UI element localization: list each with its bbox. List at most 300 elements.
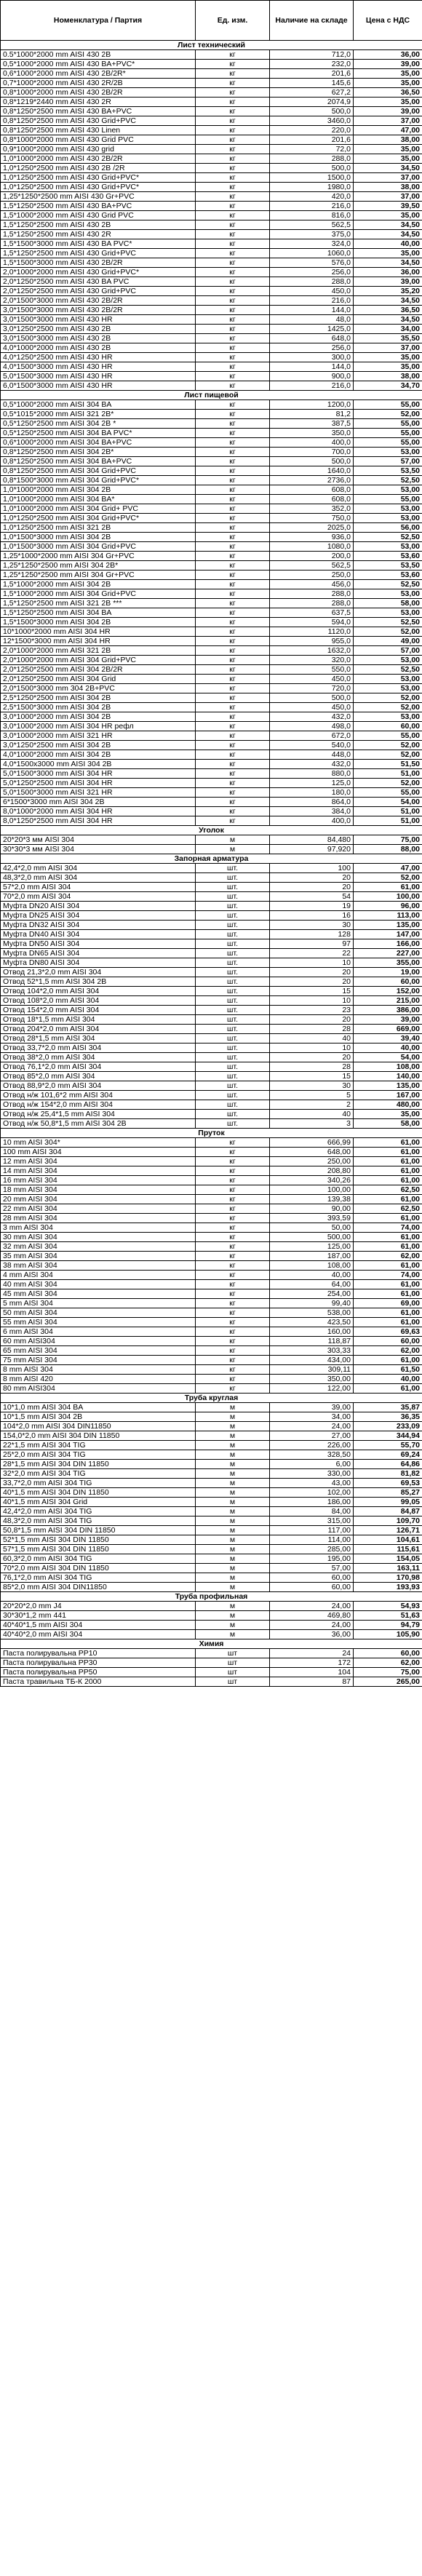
item-price: 61,00 <box>354 1176 422 1185</box>
item-unit: шт. <box>196 864 270 873</box>
item-name: 2,0*1250*2500 mm AISI 304 2B/2R <box>1 665 196 675</box>
item-unit: шт. <box>196 930 270 939</box>
item-unit: м <box>196 1554 270 1564</box>
item-price: 163,11 <box>354 1564 422 1573</box>
item-stock: 500,0 <box>270 107 354 116</box>
item-stock: 320,0 <box>270 656 354 665</box>
item-unit: шт. <box>196 873 270 883</box>
item-price: 35,00 <box>354 145 422 154</box>
item-name: Отвод 85*2,0 mm AISI 304 <box>1 1072 196 1081</box>
item-name: 5,0*1500*3000 mm AISI 321 HR <box>1 788 196 798</box>
item-name: Муфта DN32 AISI 304 <box>1 921 196 930</box>
item-name: 1,0*1000*2000 mm AISI 304 BA* <box>1 495 196 504</box>
item-price: 60,00 <box>354 1649 422 1658</box>
item-name: 57*1,5 mm AISI 304 DIN 11850 <box>1 1545 196 1554</box>
section-header-row <box>1 1639 422 1649</box>
item-stock: 100,00 <box>270 1185 354 1195</box>
item-unit: кг <box>196 1166 270 1176</box>
table-row <box>1 684 422 693</box>
item-stock: 34,00 <box>270 1412 354 1422</box>
item-price: 60,00 <box>354 722 422 731</box>
item-stock: 608,0 <box>270 485 354 495</box>
item-price: 35,00 <box>354 154 422 164</box>
item-name: Отвод 38*2,0 mm AISI 304 <box>1 1053 196 1062</box>
item-stock: 448,0 <box>270 750 354 760</box>
item-name: 50,8*1,5 mm AISI 304 DIN 11850 <box>1 1526 196 1535</box>
item-stock: 352,0 <box>270 504 354 514</box>
item-name: 1,0*1500*3000 mm AISI 304 Grid+PVC <box>1 542 196 552</box>
item-name: 1,5*1250*2500 mm AISI 304 BA <box>1 608 196 618</box>
item-name: 70*2,0 mm AISI 304 DIN 11850 <box>1 1564 196 1573</box>
item-stock: 250,0 <box>270 571 354 580</box>
table-row <box>1 154 422 164</box>
item-stock: 550,0 <box>270 665 354 675</box>
section-title: Пруток <box>1 1129 422 1138</box>
item-price: 39,40 <box>354 1034 422 1043</box>
item-price: 36,00 <box>354 268 422 277</box>
item-name: 0,7*1000*2000 mm AISI 430 2R/2B <box>1 79 196 88</box>
item-name: 10*1,5 mm AISI 304 2B <box>1 1412 196 1422</box>
item-stock: 500,00 <box>270 1233 354 1242</box>
item-stock: 700,0 <box>270 448 354 457</box>
table-row <box>1 1649 422 1658</box>
section-title: Лист пищевой <box>1 391 422 400</box>
item-price: 55,00 <box>354 495 422 504</box>
table-row <box>1 921 422 930</box>
table-row <box>1 693 422 703</box>
item-price: 54,00 <box>354 1053 422 1062</box>
section-header-row <box>1 1394 422 1403</box>
item-name: 40*40*1,5 mm AISI 304 <box>1 1621 196 1630</box>
item-stock: 28 <box>270 1025 354 1034</box>
table-row <box>1 1034 422 1043</box>
item-name: 2,0*1000*2000 mm AISI 430 Grid+PVC* <box>1 268 196 277</box>
table-row <box>1 1583 422 1592</box>
item-price: 167,00 <box>354 1091 422 1100</box>
table-row <box>1 1564 422 1573</box>
table-row <box>1 220 422 230</box>
item-unit: шт. <box>196 1091 270 1100</box>
item-name: 4,0*1500x3000 mm AISI 304 2B <box>1 760 196 769</box>
item-price: 35,00 <box>354 1110 422 1119</box>
item-stock: 540,0 <box>270 741 354 750</box>
item-stock: 432,0 <box>270 712 354 722</box>
item-stock: 393,59 <box>270 1214 354 1223</box>
item-price: 60,00 <box>354 1337 422 1346</box>
table-row <box>1 845 422 854</box>
item-unit: кг <box>196 1157 270 1166</box>
column-header-unit: Ед. изм. <box>196 1 270 41</box>
item-stock: 420,0 <box>270 192 354 202</box>
item-name: 1,5*1250*2500 mm AISI 430 2R <box>1 230 196 239</box>
item-name: 22*1,5 mm AISI 304 TIG <box>1 1441 196 1450</box>
item-price: 113,00 <box>354 911 422 921</box>
item-price: 53,60 <box>354 571 422 580</box>
item-price: 100,00 <box>354 892 422 902</box>
item-unit: кг <box>196 116 270 126</box>
item-name: 76,1*2,0 mm AISI 304 TIG <box>1 1573 196 1583</box>
item-price: 170,98 <box>354 1573 422 1583</box>
item-name: 3,0*1000*2000 mm AISI 304 HR рефл <box>1 722 196 731</box>
item-stock: 880,0 <box>270 769 354 779</box>
item-stock: 104 <box>270 1668 354 1677</box>
item-price: 61,00 <box>354 1157 422 1166</box>
table-row <box>1 731 422 741</box>
item-price: 37,00 <box>354 116 422 126</box>
item-price: 34,50 <box>354 315 422 325</box>
item-name: 20*20*2,0 mm J4 <box>1 1602 196 1611</box>
item-unit: кг <box>196 637 270 646</box>
item-unit: кг <box>196 220 270 230</box>
item-price: 61,50 <box>354 1365 422 1375</box>
item-stock: 72,0 <box>270 145 354 154</box>
item-name: Отвод 76,1*2,0 mm AISI 304 <box>1 1062 196 1072</box>
item-stock: 288,0 <box>270 277 354 287</box>
item-price: 152,00 <box>354 987 422 996</box>
item-stock: 24,00 <box>270 1602 354 1611</box>
item-stock: 1080,0 <box>270 542 354 552</box>
item-unit: шт. <box>196 883 270 892</box>
table-row <box>1 164 422 173</box>
item-name: 8,0*1000*2000 mm AISI 304 HR <box>1 807 196 816</box>
item-name: 18 mm AISI 304 <box>1 1185 196 1195</box>
item-name: 3 mm AISI 304 <box>1 1223 196 1233</box>
item-stock: 900,0 <box>270 372 354 381</box>
table-row <box>1 1450 422 1460</box>
item-price: 386,00 <box>354 1006 422 1015</box>
item-name: 5 mm AISI 304 <box>1 1299 196 1308</box>
table-row <box>1 277 422 287</box>
item-name: 30 mm AISI 304 <box>1 1233 196 1242</box>
item-name: 35 mm AISI 304 <box>1 1252 196 1261</box>
table-row <box>1 1403 422 1412</box>
item-price: 49,00 <box>354 637 422 646</box>
item-unit: м <box>196 845 270 854</box>
item-unit: м <box>196 1545 270 1554</box>
item-name: 16 mm AISI 304 <box>1 1176 196 1185</box>
item-stock: 125,0 <box>270 779 354 788</box>
table-row <box>1 258 422 268</box>
item-name: 60,3*2,0 mm AISI 304 TIG <box>1 1554 196 1564</box>
item-price: 69,63 <box>354 1327 422 1337</box>
item-stock: 750,0 <box>270 514 354 523</box>
item-price: 40,00 <box>354 1043 422 1053</box>
item-price: 53,00 <box>354 684 422 693</box>
item-stock: 256,0 <box>270 343 354 353</box>
item-name: 12 mm AISI 304 <box>1 1157 196 1166</box>
item-name: 40*1,5 mm AISI 304 Grid <box>1 1498 196 1507</box>
item-price: 47,00 <box>354 864 422 873</box>
item-unit: кг <box>196 741 270 750</box>
table-row <box>1 1062 422 1072</box>
item-price: 104,61 <box>354 1535 422 1545</box>
item-stock: 20 <box>270 1015 354 1025</box>
item-price: 52,00 <box>354 750 422 760</box>
item-price: 35,00 <box>354 98 422 107</box>
table-row <box>1 1630 422 1639</box>
item-unit: м <box>196 1630 270 1639</box>
table-row <box>1 98 422 107</box>
item-unit: шт. <box>196 902 270 911</box>
item-unit: кг <box>196 325 270 334</box>
item-price: 61,00 <box>354 1148 422 1157</box>
table-row <box>1 646 422 656</box>
item-unit: кг <box>196 1195 270 1204</box>
table-row <box>1 362 422 372</box>
item-stock: 300,0 <box>270 353 354 362</box>
item-stock: 195,00 <box>270 1554 354 1564</box>
item-name: 0.5*1000*2000 mm AISI 430 2B <box>1 50 196 60</box>
table-row <box>1 760 422 769</box>
item-price: 36,50 <box>354 88 422 98</box>
table-row <box>1 703 422 712</box>
item-unit: кг <box>196 372 270 381</box>
item-price: 51,00 <box>354 807 422 816</box>
item-stock: 114,00 <box>270 1535 354 1545</box>
item-name: 2,0*1500*3000 mm AISI 430 2B/2R <box>1 296 196 306</box>
item-stock: 118,87 <box>270 1337 354 1346</box>
item-stock: 350,0 <box>270 429 354 438</box>
item-unit: кг <box>196 334 270 343</box>
item-unit: кг <box>196 779 270 788</box>
item-stock: 20 <box>270 968 354 977</box>
item-name: 8 mm AISI 304 <box>1 1365 196 1375</box>
item-stock: 387,5 <box>270 419 354 429</box>
item-price: 109,70 <box>354 1516 422 1526</box>
item-name: 3,0*1500*3000 mm AISI 430 2B/2R <box>1 306 196 315</box>
table-row <box>1 1308 422 1318</box>
item-stock: 288,0 <box>270 589 354 599</box>
item-name: Паста травильна ТБ-К 2000 <box>1 1677 196 1687</box>
item-stock: 64,00 <box>270 1280 354 1289</box>
item-name: 42,4*2,0 mm AISI 304 TIG <box>1 1507 196 1516</box>
item-stock: 22 <box>270 949 354 958</box>
item-price: 19,00 <box>354 968 422 977</box>
table-row <box>1 1252 422 1261</box>
item-stock: 2736,0 <box>270 476 354 485</box>
item-name: 1,5*1250*2500 mm AISI 430 2B <box>1 220 196 230</box>
item-unit: кг <box>196 684 270 693</box>
item-unit: кг <box>196 618 270 627</box>
item-unit: кг <box>196 656 270 665</box>
item-unit: кг <box>196 1185 270 1195</box>
table-row <box>1 381 422 391</box>
item-unit: кг <box>196 1138 270 1148</box>
table-row <box>1 561 422 571</box>
table-row <box>1 315 422 325</box>
item-unit: шт. <box>196 1015 270 1025</box>
item-stock: 201,6 <box>270 135 354 145</box>
item-unit: кг <box>196 1252 270 1261</box>
item-unit: шт. <box>196 921 270 930</box>
item-name: 1,5*1500*3000 mm AISI 430 BA PVC* <box>1 239 196 249</box>
item-name: 1,5*1250*2500 mm AISI 430 Grid+PVC <box>1 249 196 258</box>
item-unit: шт. <box>196 1006 270 1015</box>
item-name: 0,8*1250*2500 mm AISI 430 BA+PVC <box>1 107 196 116</box>
item-name: Муфта DN20 AISI 304 <box>1 902 196 911</box>
item-stock: 180,0 <box>270 788 354 798</box>
item-stock: 637,5 <box>270 608 354 618</box>
table-row <box>1 1375 422 1384</box>
item-price: 52,00 <box>354 741 422 750</box>
item-unit: кг <box>196 1327 270 1337</box>
item-unit: м <box>196 1526 270 1535</box>
item-stock: 250,00 <box>270 1157 354 1166</box>
item-name: 1,0*1250*2500 mm AISI 430 Grid+PVC* <box>1 183 196 192</box>
item-name: Муфта DN65 AISI 304 <box>1 949 196 958</box>
item-name: 85*2,0 mm AISI 304 DIN11850 <box>1 1583 196 1592</box>
item-unit: кг <box>196 1233 270 1242</box>
table-row <box>1 1100 422 1110</box>
item-unit: кг <box>196 457 270 466</box>
item-name: 28 mm AISI 304 <box>1 1214 196 1223</box>
item-unit: кг <box>196 183 270 192</box>
section-title: Труба профильная <box>1 1592 422 1602</box>
item-stock: 220,0 <box>270 126 354 135</box>
item-unit: кг <box>196 164 270 173</box>
item-name: Паста полирувальна PP10 <box>1 1649 196 1658</box>
item-price: 53,50 <box>354 561 422 571</box>
item-price: 61,00 <box>354 1289 422 1299</box>
table-row <box>1 485 422 495</box>
item-price: 58,00 <box>354 1119 422 1129</box>
item-unit: шт <box>196 1677 270 1687</box>
table-row <box>1 722 422 731</box>
item-unit: кг <box>196 599 270 608</box>
item-unit: м <box>196 1469 270 1479</box>
item-stock: 108,00 <box>270 1261 354 1271</box>
table-row <box>1 675 422 684</box>
item-price: 37,00 <box>354 343 422 353</box>
item-price: 56,00 <box>354 523 422 533</box>
item-unit: м <box>196 1611 270 1621</box>
item-name: 1,25*1250*2500 mm AISI 304 Gr+PVC <box>1 571 196 580</box>
item-stock: 160,00 <box>270 1327 354 1337</box>
column-header-stock: Наличие на складе <box>270 1 354 41</box>
item-name: 2,0*1000*2000 mm AISI 321 2B <box>1 646 196 656</box>
table-row <box>1 864 422 873</box>
item-price: 115,61 <box>354 1545 422 1554</box>
item-name: 48,3*2,0 mm AISI 304 <box>1 873 196 883</box>
item-price: 53,50 <box>354 466 422 476</box>
item-price: 35,00 <box>354 211 422 220</box>
item-unit: шт. <box>196 1110 270 1119</box>
item-stock: 226,00 <box>270 1441 354 1450</box>
item-unit: кг <box>196 1214 270 1223</box>
item-name: 3,0*1500*3000 mm AISI 430 HR <box>1 315 196 325</box>
item-price: 88,00 <box>354 845 422 854</box>
item-price: 57,00 <box>354 646 422 656</box>
item-stock: 400,0 <box>270 816 354 826</box>
item-unit: м <box>196 1403 270 1412</box>
item-name: 12*1500*3000 mm AISI 304 HR <box>1 637 196 646</box>
item-price: 53,00 <box>354 608 422 618</box>
item-unit: кг <box>196 79 270 88</box>
item-name: 30*30*3 мм AISI 304 <box>1 845 196 854</box>
item-price: 62,00 <box>354 1658 422 1668</box>
item-name: 0,5*1000*2000 mm AISI 430 BA+PVC* <box>1 60 196 69</box>
item-stock: 1060,0 <box>270 249 354 258</box>
item-stock: 2 <box>270 1100 354 1110</box>
table-row <box>1 1384 422 1394</box>
item-price: 35,50 <box>354 334 422 343</box>
item-unit: кг <box>196 731 270 741</box>
item-name: 104*2,0 mm AISI 304 DIN11850 <box>1 1422 196 1431</box>
item-name: 75 mm AISI 304 <box>1 1356 196 1365</box>
item-stock: 1120,0 <box>270 627 354 637</box>
table-row <box>1 1081 422 1091</box>
item-unit: м <box>196 1450 270 1460</box>
item-stock: 102,00 <box>270 1488 354 1498</box>
item-unit: кг <box>196 608 270 618</box>
item-unit: кг <box>196 107 270 116</box>
item-unit: м <box>196 1479 270 1488</box>
item-stock: 288,0 <box>270 599 354 608</box>
item-unit: шт. <box>196 1100 270 1110</box>
item-name: 1,5*1500*3000 mm AISI 430 2B/2R <box>1 258 196 268</box>
item-unit: шт. <box>196 949 270 958</box>
item-name: 50 mm AISI 304 <box>1 1308 196 1318</box>
item-name: 0,8*1219*2440 mm AISI 430 2R <box>1 98 196 107</box>
item-price: 34,00 <box>354 325 422 334</box>
item-stock: 712,0 <box>270 50 354 60</box>
item-stock: 500,0 <box>270 693 354 703</box>
item-name: 65 mm AISI 304 <box>1 1346 196 1356</box>
item-price: 55,70 <box>354 1441 422 1450</box>
item-stock: 562,5 <box>270 561 354 571</box>
table-row <box>1 589 422 599</box>
item-price: 53,00 <box>354 589 422 599</box>
table-row <box>1 211 422 220</box>
table-row <box>1 1261 422 1271</box>
table-row <box>1 1479 422 1488</box>
table-row <box>1 438 422 448</box>
item-price: 47,00 <box>354 126 422 135</box>
item-unit: шт. <box>196 1025 270 1034</box>
table-row <box>1 1289 422 1299</box>
item-price: 147,00 <box>354 930 422 939</box>
table-row <box>1 750 422 760</box>
table-row <box>1 1498 422 1507</box>
item-stock: 50,00 <box>270 1223 354 1233</box>
item-stock: 117,00 <box>270 1526 354 1535</box>
item-unit: кг <box>196 1271 270 1280</box>
item-unit: шт. <box>196 987 270 996</box>
item-name: 52*1,5 mm AISI 304 DIN 11850 <box>1 1535 196 1545</box>
table-row <box>1 1195 422 1204</box>
item-stock: 955,0 <box>270 637 354 646</box>
item-stock: 128 <box>270 930 354 939</box>
table-row <box>1 202 422 211</box>
item-name: 4 mm AISI 304 <box>1 1271 196 1280</box>
item-stock: 16 <box>270 911 354 921</box>
item-unit: кг <box>196 485 270 495</box>
table-row <box>1 1138 422 1148</box>
table-row <box>1 1148 422 1157</box>
item-name: 8 mm AISI 420 <box>1 1375 196 1384</box>
item-price: 62,00 <box>354 1252 422 1261</box>
item-stock: 27,00 <box>270 1431 354 1441</box>
item-stock: 608,0 <box>270 495 354 504</box>
item-name: 0,9*1000*2000 mm AISI 430 grid <box>1 145 196 154</box>
item-name: 0,6*1000*2000 mm AISI 430 2B/2R* <box>1 69 196 79</box>
table-row <box>1 306 422 315</box>
item-price: 64,86 <box>354 1460 422 1469</box>
item-stock: 20 <box>270 1053 354 1062</box>
item-unit: м <box>196 835 270 845</box>
item-stock: 208,80 <box>270 1166 354 1176</box>
item-unit: шт. <box>196 911 270 921</box>
